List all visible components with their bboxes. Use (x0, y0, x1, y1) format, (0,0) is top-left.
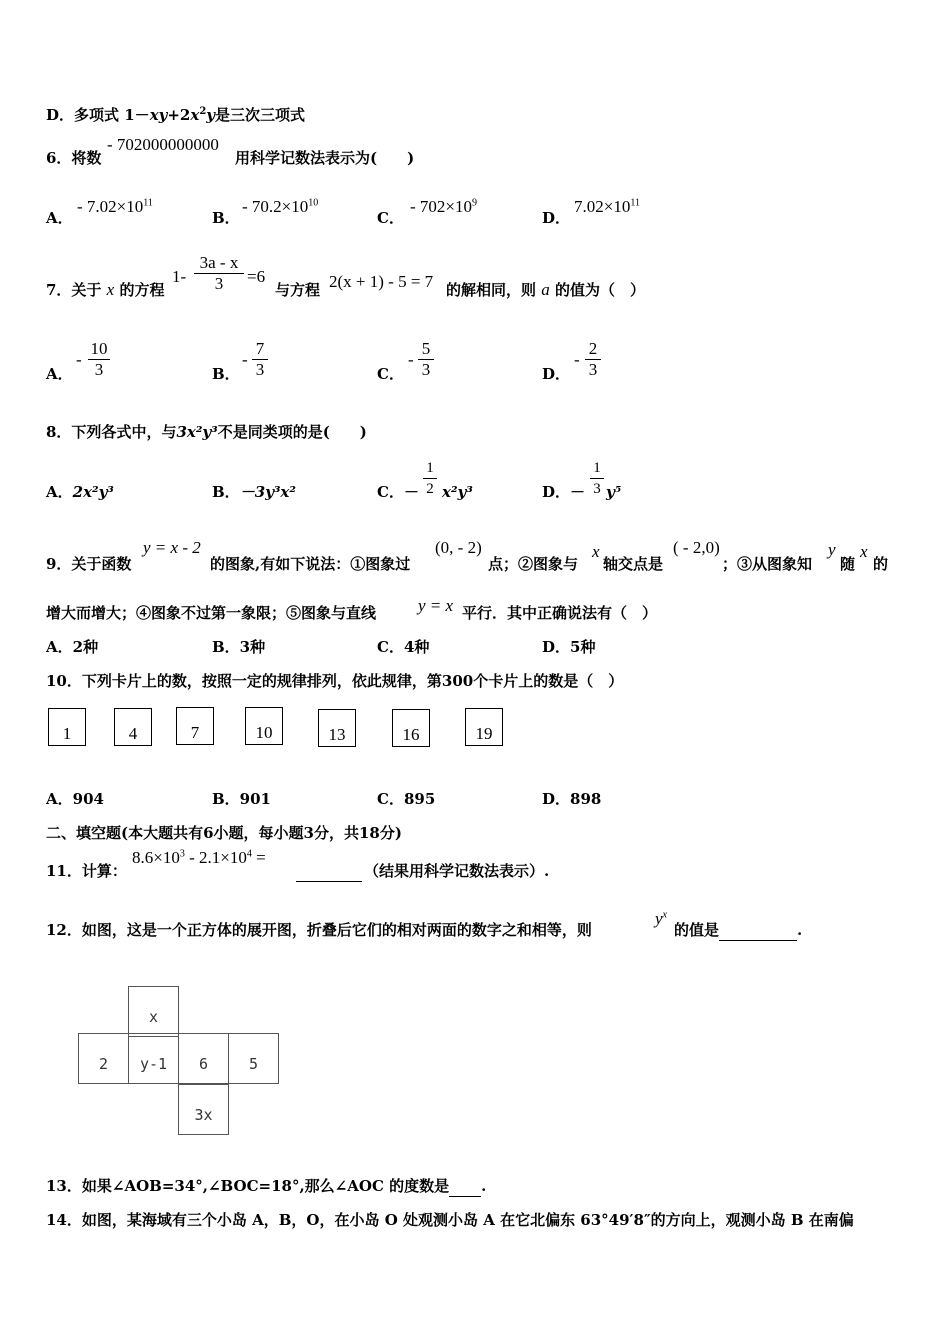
card: 16 (392, 709, 430, 747)
q11-answer-blank[interactable] (296, 861, 362, 882)
q9-line-2b: 平行．其中正确说法有（ ） (462, 604, 658, 622)
q9-point-1: (0, - 2) (435, 538, 482, 557)
q8-option-a: A．2x²y³ (46, 483, 114, 501)
q9-text-4: ；③从图象知 (722, 555, 813, 573)
q9-function: y = x - 2 (143, 538, 201, 557)
q7-option-b-fraction: $\frac{7}{3}$ (252, 339, 268, 380)
q12-answer-blank[interactable] (719, 920, 797, 941)
question-6-label: 6．将数 (46, 149, 102, 167)
q6-option-a-letter: A． (46, 209, 73, 227)
q9-x-axis: x (592, 542, 600, 561)
q6-tail: 用科学记数法表示为( ) (235, 149, 415, 167)
q7-lhs-pre: 1- (172, 267, 187, 286)
question-9-label: 9．关于函数 (46, 555, 132, 573)
q9-text-5: 随 (840, 555, 856, 573)
q9-text-1: 的图象,有如下说法：①图象过 (210, 555, 411, 573)
q9-option-b: B．3种 (212, 638, 266, 656)
q6-option-b-value: - $70.2\times 10^{10}$ (242, 197, 319, 216)
q8-option-d-fraction: $\frac{1}{3}$ (590, 458, 604, 499)
q6-option-d-value: $7.02\times 10^{11}$ (574, 197, 640, 216)
q7-option-a-fraction: $\frac{10}{3}$ (88, 339, 110, 380)
q6-option-a-value: - $7.02\times 10^{11}$ (77, 197, 153, 216)
card: 7 (176, 707, 214, 745)
q8-option-c-term: x²y³ (442, 483, 473, 501)
q6-option-c-value: - $702\times 10^9$ (410, 197, 478, 216)
q9-text-3: 轴交点是 (603, 555, 664, 573)
question-8: 8．下列各式中，与3x²y³不是同类项的是( ) (46, 423, 367, 441)
q10-option-c: C．895 (377, 790, 436, 808)
card: 4 (114, 708, 152, 746)
q7-option-c-fraction: $\frac{5}{3}$ (418, 339, 434, 380)
net-face-top: x (128, 986, 179, 1037)
net-face-right2: 5 (228, 1033, 279, 1084)
q11-tail: （结果用科学记数法表示）. (364, 862, 550, 880)
question-13: 13．如果∠AOB=34°,∠BOC=18°,那么∠AOC 的度数是 . (46, 1177, 487, 1195)
q7-option-c-sign: - (408, 350, 414, 369)
option-d-polynomial: D．多项式 $1-xy+2x^2y$是三次三项式 (46, 106, 306, 124)
q9-x-var: x (860, 542, 868, 561)
q9-option-c: C．4种 (377, 638, 430, 656)
q9-line-2-function: y = x (418, 596, 454, 615)
q7-option-b-sign: - (242, 350, 248, 369)
q9-text-2: 点；②图象与 (488, 555, 579, 573)
q7-equation-fraction: $\frac{3a - x}{3}$ (194, 253, 244, 294)
q6-option-d-letter: D． (542, 209, 571, 227)
card: 10 (245, 707, 283, 745)
question-10: 10．下列卡片上的数，按照一定的规律排列，依此规律，第300个卡片上的数是（ ） (46, 672, 624, 690)
q10-option-b: B．901 (212, 790, 271, 808)
q8-option-d-letter: D．－ (542, 483, 586, 501)
q9-line-2a: 增大而增大；④图象不过第一象限；⑤图象与直线 (46, 604, 377, 622)
question-12-label: 12．如图，这是一个正方体的展开图，折叠后它们的相对两面的数字之和相等，则 (46, 921, 592, 939)
net-face-bottom: 3x (178, 1084, 229, 1135)
q9-point-2: ( - 2,0) (673, 538, 720, 557)
q7-tail: 的解相同，则 a 的值为（ ） (446, 280, 645, 299)
q7-rhs: =6 (247, 267, 266, 286)
q13-answer-blank[interactable] (449, 1176, 481, 1197)
q8-option-b: B．－3y³x² (212, 483, 296, 501)
q12-tail: 的值是 . (674, 921, 803, 939)
q7-option-d-sign: - (574, 350, 580, 369)
question-14: 14．如图，某海域有三个小岛 A，B，O，在小岛 O 处观测小岛 A 在它北偏东 63°49′8″的方向上，观测小岛 B 在南偏 (46, 1211, 854, 1229)
q6-number: - 702000000000 (107, 135, 219, 154)
card: 19 (465, 708, 503, 746)
q7-option-a-sign: - (76, 350, 82, 369)
q6-option-c-letter: C． (377, 209, 404, 227)
question-11-label: 11．计算： (46, 862, 127, 880)
q11-expression: $8.6\times 10^3 - 2.1\times 10^4$ = (132, 848, 266, 867)
q8-option-d-term: y⁵ (606, 483, 622, 501)
q8-option-c-letter: C．－ (377, 483, 419, 501)
q7-option-d-fraction: $\frac{2}{3}$ (585, 339, 601, 380)
q7-option-a-letter: A． (46, 365, 73, 383)
card: 1 (48, 708, 86, 746)
q7-option-b-letter: B． (212, 365, 240, 383)
q10-option-d: D．898 (542, 790, 602, 808)
q12-y-power-x: $y^x$ (655, 909, 667, 928)
q9-option-d: D．5种 (542, 638, 596, 656)
q9-text-6: 的 (873, 555, 889, 573)
q9-y-var: y (828, 540, 836, 559)
q6-option-b-letter: B． (212, 209, 240, 227)
section-2-heading: 二、填空题(本大题共有6小题，每小题3分，共18分) (46, 824, 402, 842)
card: 13 (318, 709, 356, 747)
q9-option-a: A．2种 (46, 638, 99, 656)
q7-option-d-letter: D． (542, 365, 571, 383)
q7-mid2: 与方程 (275, 281, 321, 299)
q7-option-c-letter: C． (377, 365, 404, 383)
net-face-middle: y-1 (128, 1033, 179, 1084)
net-face-right1: 6 (178, 1033, 229, 1084)
question-7-label: 7．关于 x 的方程 (46, 280, 165, 299)
q10-option-a: A．904 (46, 790, 104, 808)
q7-second-equation: 2(x + 1) - 5 = 7 (329, 272, 434, 291)
net-face-left: 2 (78, 1033, 129, 1084)
q8-option-c-fraction: $\frac{1}{2}$ (423, 458, 437, 499)
